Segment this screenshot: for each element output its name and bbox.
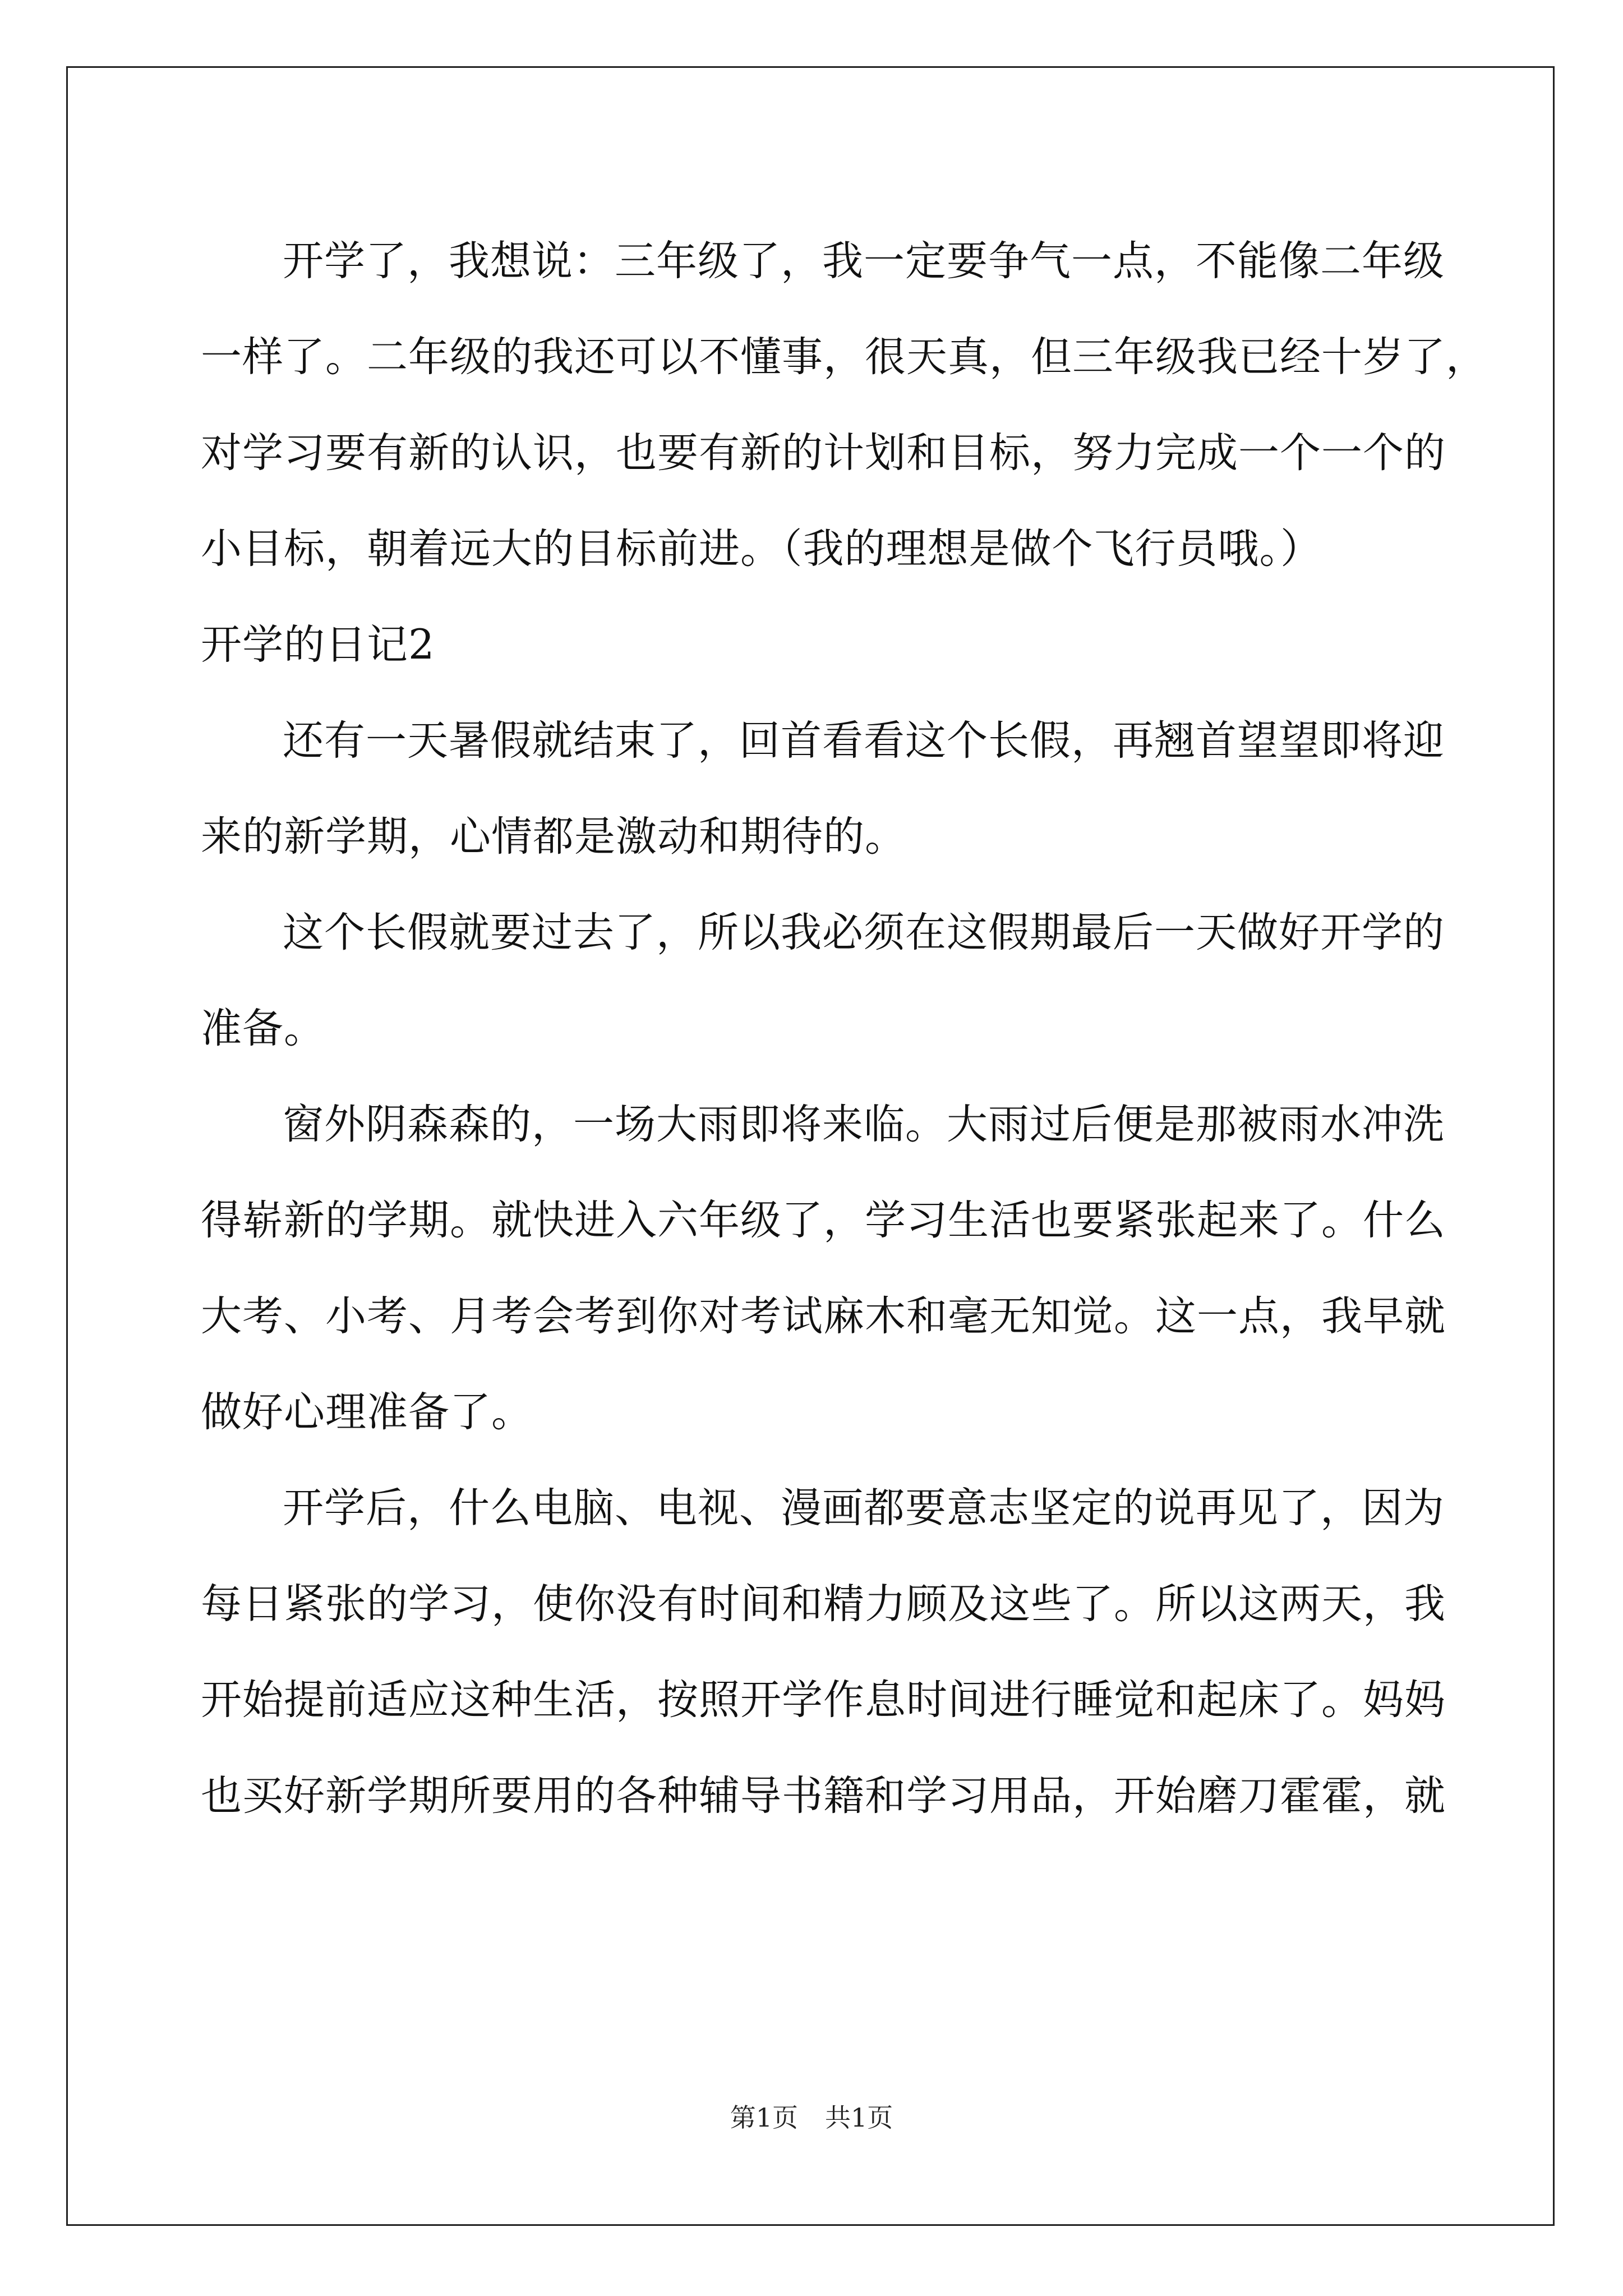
paragraph-line: 开始提前适应这种生活，按照开学作息时间进行睡觉和起床了。妈妈 (201, 1676, 1446, 1724)
paragraph-line: 开学后，什么电脑、电视、漫画都要意志坚定的说再见了，因为 (283, 1484, 1445, 1532)
paragraph-line: 大考、小考、月考会考到你对考试麻木和毫无知觉。这一点，我早就 (201, 1292, 1446, 1340)
paragraph-line: 开学了，我想说：三年级了，我一定要争气一点，不能像二年级 (283, 237, 1445, 285)
paragraph-line: 准备。 (201, 1005, 325, 1052)
paragraph-line: 对学习要有新的认识，也要有新的计划和目标，努力完成一个一个的 (201, 429, 1446, 477)
paragraph-line: 还有一天暑假就结束了，回首看看这个长假，再翘首望望即将迎 (283, 717, 1445, 765)
paragraph-line: 做好心理准备了。 (201, 1388, 533, 1436)
page-total: 共1页 (825, 2102, 893, 2133)
paragraph-line: 每日紧张的学习，使你没有时间和精力顾及这些了。所以这两天，我 (201, 1580, 1446, 1628)
section-heading: 开学的日记2 (201, 621, 435, 669)
paragraph-line: 小目标，朝着远大的目标前进。（我的理想是做个飞行员哦。） (201, 525, 1322, 573)
document-body (201, 213, 1487, 1844)
paragraph-line: 一样了。二年级的我还可以不懂事，很天真，但三年级我已经十岁了， (201, 333, 1487, 381)
paragraph-line: 窗外阴森森的，一场大雨即将来临。大雨过后便是那被雨水冲洗 (283, 1101, 1445, 1148)
paragraph-line: 也买好新学期所要用的各种辅导书籍和学习用品，开始磨刀霍霍，就 (201, 1772, 1446, 1820)
page-footer (0, 2101, 1623, 2134)
page-number: 第1页 (730, 2102, 798, 2133)
paragraph-line: 这个长假就要过去了，所以我必须在这假期最后一天做好开学的 (283, 909, 1445, 956)
paragraph-line: 来的新学期，心情都是激动和期待的。 (201, 813, 906, 861)
paragraph-line: 得崭新的学期。就快进入六年级了，学习生活也要紧张起来了。什么 (201, 1197, 1446, 1244)
